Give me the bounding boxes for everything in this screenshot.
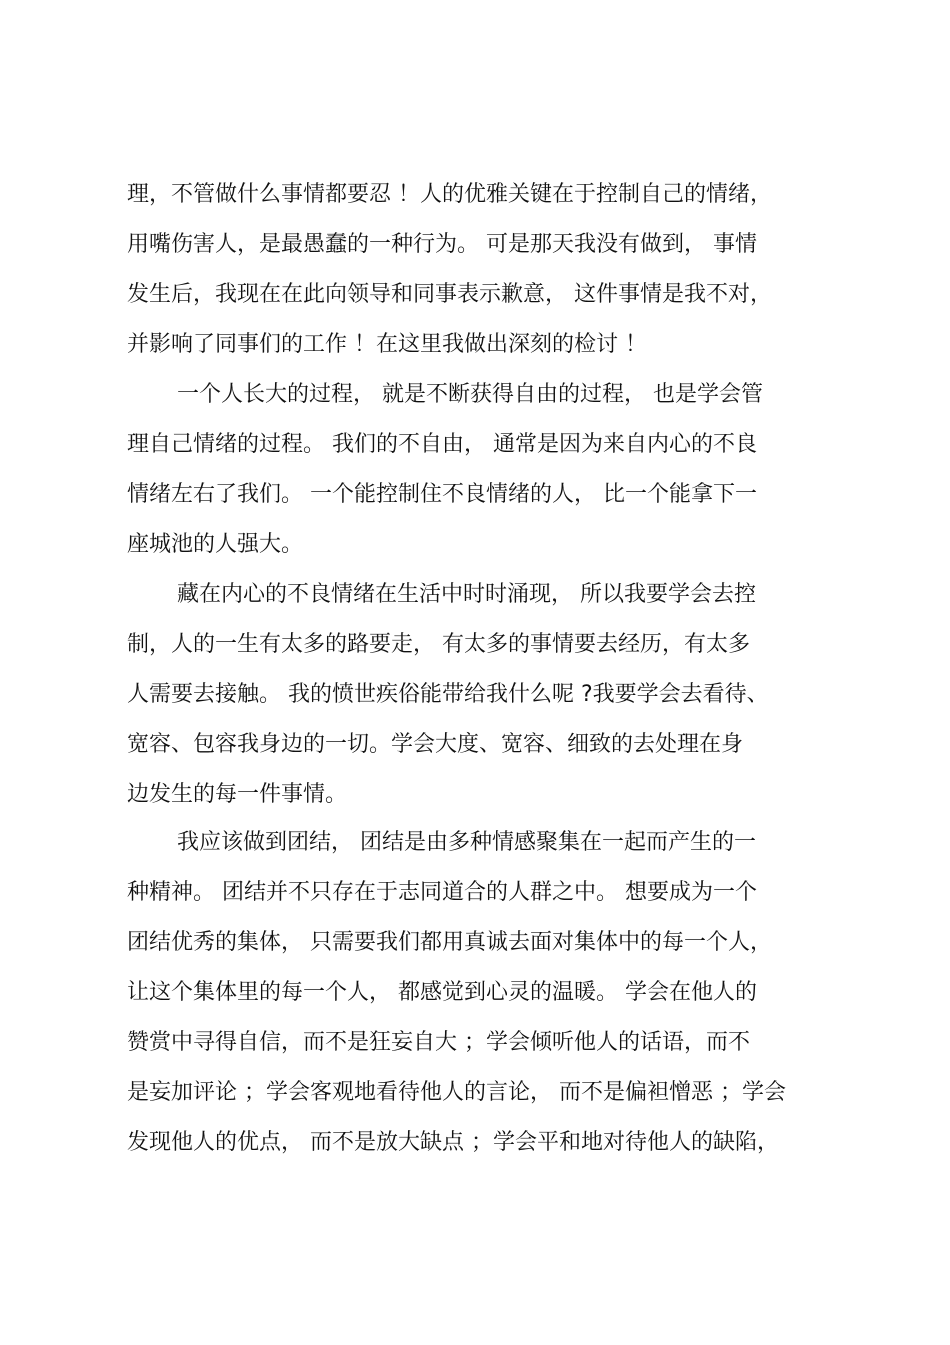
text-line: 用嘴伤害人，是最愚蠢的一种行为。 可是那天我没有做到， 事情 — [127, 232, 757, 257]
text-line: 座城池的人强大。 — [127, 532, 304, 557]
text-line: 我应该做到团结， 团结是由多种情感聚集在一起而产生的一 — [177, 830, 756, 855]
text-line: 理，不管做什么事情都要忍 ！人的优雅关键在于控制自己的情绪， — [127, 182, 772, 207]
text-line: 团结优秀的集体， 只需要我们都用真诚去面对集体中的每一个人， — [127, 930, 772, 955]
text-line: 发现他人的优点， 而不是放大缺点 ；学会平和地对待他人的缺陷， — [127, 1130, 779, 1155]
text-line: 一个人长大的过程， 就是不断获得自由的过程， 也是学会管 — [177, 382, 763, 407]
text-line: 情绪左右了我们。 一个能控制住不良情绪的人， 比一个能拿下一 — [127, 482, 757, 507]
text-line: 制，人的一生有太多的路要走， 有太多的事情要去经历，有太多 — [127, 632, 750, 657]
text-line: 种精神。 团结并不只存在于志同道合的人群之中。 想要成为一个 — [127, 880, 757, 905]
text-line: 并影响了同事们的工作 ！在这里我做出深刻的检讨 ！ — [127, 332, 647, 357]
text-line: 边发生的每一件事情。 — [127, 782, 348, 807]
text-line: 赞赏中寻得自信，而不是狂妄自大 ；学会倾听他人的话语，而不 — [127, 1030, 750, 1055]
text-line: 发生后，我现在在此向领导和同事表示歉意， 这件事情是我不对， — [127, 282, 772, 307]
text-line: 让这个集体里的每一个人， 都感觉到心灵的温暖。 学会在他人的 — [127, 980, 757, 1005]
text-line: 藏在内心的不良情绪在生活中时时涌现， 所以我要学会去控 — [177, 582, 756, 607]
text-line: 人需要去接触。 我的愤世疾俗能带给我什么呢 ?我要学会去看待、 — [127, 682, 769, 707]
text-line: 是妄加评论 ；学会客观地看待他人的言论， 而不是偏袒憎恶 ；学会 — [127, 1080, 786, 1105]
text-line: 理自己情绪的过程。 我们的不自由， 通常是因为来自内心的不良 — [127, 432, 757, 457]
text-line: 宽容、包容我身边的一切。学会大度、宽容、细致的去处理在身 — [127, 732, 744, 757]
